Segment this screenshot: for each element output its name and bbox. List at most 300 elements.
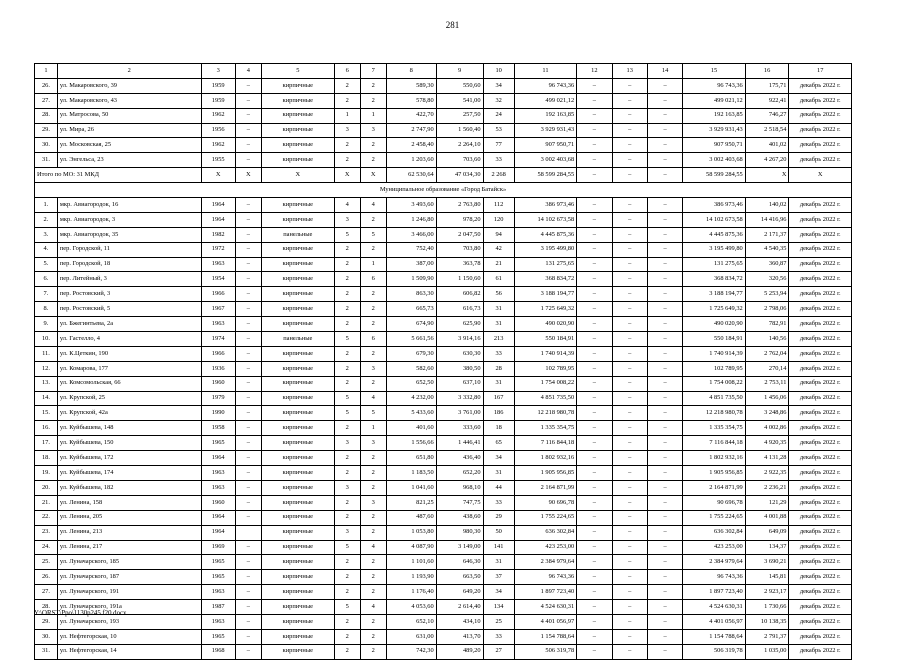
table-cell: 32 — [483, 93, 514, 108]
address-cell: ул. Гастелло, 4 — [57, 332, 201, 347]
value-cell: 12 218 980,78 — [514, 406, 576, 421]
value-cell: 646,30 — [436, 555, 483, 570]
table-cell: – — [577, 153, 612, 168]
address-cell: пер. Ростовский, 5 — [57, 302, 201, 317]
table-cell: – — [647, 168, 682, 183]
table-cell: 2 — [360, 614, 386, 629]
value-cell: 1 154 788,64 — [683, 629, 745, 644]
table-cell: X — [261, 168, 334, 183]
address-cell: ул. Куйбышева, 148 — [57, 421, 201, 436]
table-cell: 4. — [35, 242, 58, 257]
table-cell: 2 — [334, 153, 360, 168]
table-cell: кирпичные — [261, 466, 334, 481]
table-cell: 44 — [483, 480, 514, 495]
table-cell: – — [612, 242, 647, 257]
table-cell: – — [577, 317, 612, 332]
table-cell: 25. — [35, 555, 58, 570]
table-row — [35, 376, 852, 391]
table-cell: 2 — [360, 525, 386, 540]
value-cell: 490 020,90 — [514, 317, 576, 332]
table-cell: – — [235, 198, 261, 213]
address-cell: ул. Крупской, 25 — [57, 391, 201, 406]
value-cell: 1 897 723,40 — [514, 585, 576, 600]
table-cell: 10. — [35, 332, 58, 347]
value-cell: 4 002,86 — [745, 421, 789, 436]
table-cell: 1990 — [201, 406, 235, 421]
table-cell: 31 — [483, 555, 514, 570]
table-cell: декабрь 2022 г. — [789, 600, 852, 615]
table-cell: 2 — [334, 138, 360, 153]
table-cell: – — [235, 451, 261, 466]
table-cell: 29. — [35, 614, 58, 629]
value-cell: 4 267,20 — [745, 153, 789, 168]
table-cell: – — [235, 317, 261, 332]
column-number: 6 — [334, 64, 360, 79]
table-cell: 1964 — [201, 525, 235, 540]
table-cell: 2 — [334, 644, 360, 659]
value-cell: 4 087,90 — [386, 540, 436, 555]
table-cell: – — [235, 466, 261, 481]
table-cell: – — [577, 227, 612, 242]
table-cell: 2 — [334, 93, 360, 108]
value-cell: 47 034,30 — [436, 168, 483, 183]
table-cell: кирпичные — [261, 555, 334, 570]
table-cell: – — [577, 272, 612, 287]
table-cell: – — [612, 570, 647, 585]
table-cell: кирпичные — [261, 585, 334, 600]
value-cell: 2 164 871,99 — [514, 480, 576, 495]
table-cell: декабрь 2022 г. — [789, 346, 852, 361]
table-cell: 2 — [360, 480, 386, 495]
table-cell: 12. — [35, 361, 58, 376]
table-cell: – — [647, 644, 682, 659]
table-cell: – — [647, 198, 682, 213]
table-cell: кирпичные — [261, 346, 334, 361]
table-cell: 2 — [360, 585, 386, 600]
table-cell: 17. — [35, 436, 58, 451]
table-cell: декабрь 2022 г. — [789, 466, 852, 481]
address-cell: ул. Луначарского, 187 — [57, 570, 201, 585]
table-cell: панельные — [261, 227, 334, 242]
value-cell: 616,73 — [436, 302, 483, 317]
table-cell: – — [647, 585, 682, 600]
value-cell: 1 802 932,16 — [683, 451, 745, 466]
page-number: 281 — [445, 20, 460, 30]
value-cell: 2 798,06 — [745, 302, 789, 317]
value-cell: 257,50 — [436, 108, 483, 123]
table-row — [35, 242, 852, 257]
table-cell: 5 — [334, 227, 360, 242]
table-cell: 24. — [35, 540, 58, 555]
table-cell: – — [612, 123, 647, 138]
table-cell: кирпичные — [261, 614, 334, 629]
table-cell: кирпичные — [261, 644, 334, 659]
table-cell: 1987 — [201, 600, 235, 615]
column-number: 8 — [386, 64, 436, 79]
table-cell: 1. — [35, 198, 58, 213]
section-row — [35, 183, 852, 198]
value-cell: 2 171,37 — [745, 227, 789, 242]
table-cell: – — [612, 257, 647, 272]
table-cell: – — [577, 466, 612, 481]
table-row — [35, 332, 852, 347]
table-cell: X — [201, 168, 235, 183]
table-cell: – — [235, 406, 261, 421]
table-cell: – — [612, 212, 647, 227]
table-cell: 1964 — [201, 212, 235, 227]
column-number: 1 — [35, 64, 58, 79]
table-row — [35, 585, 852, 600]
table-cell: – — [577, 644, 612, 659]
address-cell: пер. Городской, 11 — [57, 242, 201, 257]
table-cell: – — [647, 287, 682, 302]
table-cell: 33 — [483, 153, 514, 168]
value-cell: 703,60 — [436, 153, 483, 168]
value-cell: 631,00 — [386, 629, 436, 644]
value-cell: 102 789,95 — [683, 361, 745, 376]
value-cell: 1 905 956,85 — [514, 466, 576, 481]
table-cell: 29. — [35, 123, 58, 138]
value-cell: 413,70 — [436, 629, 483, 644]
column-number: 12 — [577, 64, 612, 79]
table-cell: 2 — [360, 510, 386, 525]
value-cell: 506 319,78 — [683, 644, 745, 659]
table-cell: – — [235, 212, 261, 227]
table-cell: – — [235, 138, 261, 153]
value-cell: 360,87 — [745, 257, 789, 272]
table-cell: – — [235, 123, 261, 138]
table-cell: 167 — [483, 391, 514, 406]
table-cell: 2 — [360, 376, 386, 391]
table-cell: 3 — [360, 361, 386, 376]
value-cell: 1 725 649,32 — [683, 302, 745, 317]
table-cell: – — [577, 629, 612, 644]
table-cell: панельные — [261, 332, 334, 347]
value-cell: 423 253,00 — [683, 540, 745, 555]
table-cell: – — [647, 436, 682, 451]
table-cell: 2 — [360, 153, 386, 168]
value-cell: 2 384 979,64 — [683, 555, 745, 570]
value-cell: 423 253,00 — [514, 540, 576, 555]
value-cell: 131 275,65 — [514, 257, 576, 272]
value-cell: 2 614,40 — [436, 600, 483, 615]
table-cell: – — [577, 168, 612, 183]
table-cell: 26. — [35, 78, 58, 93]
table-cell: 3 — [334, 525, 360, 540]
value-cell: 4 445 875,36 — [514, 227, 576, 242]
table-cell: 27 — [483, 644, 514, 659]
table-cell: 15. — [35, 406, 58, 421]
table-cell: – — [647, 391, 682, 406]
footer-file-path: Y:\ORST\Ppo\1130p245 f20.docx — [34, 610, 127, 617]
value-cell: 2 458,40 — [386, 138, 436, 153]
table-cell: – — [612, 302, 647, 317]
table-cell: декабрь 2022 г. — [789, 540, 852, 555]
value-cell: 386 973,46 — [514, 198, 576, 213]
value-cell: 636 302,84 — [683, 525, 745, 540]
table-row — [35, 570, 852, 585]
table-cell: кирпичные — [261, 317, 334, 332]
table-cell: 2 — [360, 78, 386, 93]
table-cell: кирпичные — [261, 510, 334, 525]
table-cell: 3 — [360, 123, 386, 138]
table-cell: 26. — [35, 570, 58, 585]
table-cell: – — [577, 346, 612, 361]
table-cell: 61 — [483, 272, 514, 287]
value-cell: 2 762,04 — [745, 346, 789, 361]
address-cell: ул. Энгельса, 23 — [57, 153, 201, 168]
table-cell: – — [577, 406, 612, 421]
column-number: 5 — [261, 64, 334, 79]
value-cell: 1 509,90 — [386, 272, 436, 287]
table-cell: – — [612, 317, 647, 332]
address-cell: ул. Луначарского, 191 — [57, 585, 201, 600]
table-cell: кирпичные — [261, 629, 334, 644]
table-cell: декабрь 2022 г. — [789, 198, 852, 213]
table-cell: декабрь 2022 г. — [789, 257, 852, 272]
total-row — [35, 168, 852, 183]
address-cell: мкр. Авиагородок, 35 — [57, 227, 201, 242]
table-cell: декабрь 2022 г. — [789, 570, 852, 585]
value-cell: 3 002 403,68 — [683, 153, 745, 168]
table-cell: 1982 — [201, 227, 235, 242]
value-cell: 4 401 056,97 — [514, 614, 576, 629]
value-cell: 978,20 — [436, 212, 483, 227]
value-cell: 3 466,00 — [386, 227, 436, 242]
table-cell: – — [647, 540, 682, 555]
table-cell: 2 — [334, 317, 360, 332]
table-cell: 42 — [483, 242, 514, 257]
table-cell: 2 268 — [483, 168, 514, 183]
value-cell: 746,27 — [745, 108, 789, 123]
table-cell: – — [577, 361, 612, 376]
table-cell: кирпичные — [261, 361, 334, 376]
value-cell: 3 002 403,68 — [514, 153, 576, 168]
table-cell: 5 — [360, 406, 386, 421]
table-cell: 2 — [334, 287, 360, 302]
table-cell: – — [577, 436, 612, 451]
value-cell: 649,20 — [436, 585, 483, 600]
table-cell: 22. — [35, 510, 58, 525]
table-cell: – — [647, 600, 682, 615]
table-cell: – — [647, 332, 682, 347]
table-row — [35, 406, 852, 421]
table-cell: декабрь 2022 г. — [789, 525, 852, 540]
table-cell: – — [577, 108, 612, 123]
table-cell: 30. — [35, 138, 58, 153]
table-cell: 2 — [334, 302, 360, 317]
table-cell: – — [235, 153, 261, 168]
table-cell: – — [612, 614, 647, 629]
table-cell: 94 — [483, 227, 514, 242]
table-cell: 141 — [483, 540, 514, 555]
table-row — [35, 346, 852, 361]
table-cell: 31. — [35, 644, 58, 659]
table-row — [35, 600, 852, 615]
value-cell: 752,40 — [386, 242, 436, 257]
table-cell: – — [647, 451, 682, 466]
table-cell: – — [577, 212, 612, 227]
table-cell: 3. — [35, 227, 58, 242]
table-cell: 56 — [483, 287, 514, 302]
table-row — [35, 108, 852, 123]
table-row — [35, 227, 852, 242]
table-cell: декабрь 2022 г. — [789, 272, 852, 287]
table-cell: – — [235, 570, 261, 585]
table-cell: – — [577, 391, 612, 406]
value-cell: 363,78 — [436, 257, 483, 272]
table-cell: 3 — [334, 436, 360, 451]
table-cell: 2 — [334, 585, 360, 600]
value-cell: 436,40 — [436, 451, 483, 466]
address-cell: ул. Ленина, 213 — [57, 525, 201, 540]
table-cell: – — [235, 242, 261, 257]
column-number: 16 — [745, 64, 789, 79]
value-cell: 649,09 — [745, 525, 789, 540]
table-row — [35, 644, 852, 659]
value-cell: 652,20 — [436, 466, 483, 481]
table-cell: 1963 — [201, 466, 235, 481]
value-cell: X — [745, 168, 789, 183]
value-cell: 7 116 844,18 — [514, 436, 576, 451]
table-cell: кирпичные — [261, 108, 334, 123]
table-cell: X — [360, 168, 386, 183]
value-cell: 703,80 — [436, 242, 483, 257]
table-cell: 1962 — [201, 108, 235, 123]
value-cell: 14 416,96 — [745, 212, 789, 227]
value-cell: 96 743,36 — [514, 570, 576, 585]
table-cell: 50 — [483, 525, 514, 540]
table-cell: – — [235, 302, 261, 317]
table-cell: декабрь 2022 г. — [789, 361, 852, 376]
value-cell: 665,73 — [386, 302, 436, 317]
table-cell: 2 — [334, 376, 360, 391]
table-cell: 2 — [360, 644, 386, 659]
table-cell: 5 — [334, 406, 360, 421]
value-cell: 3 914,16 — [436, 332, 483, 347]
value-cell: 1 101,60 — [386, 555, 436, 570]
table-row — [35, 421, 852, 436]
table-cell: – — [577, 555, 612, 570]
value-cell: 1 446,41 — [436, 436, 483, 451]
table-cell: – — [235, 346, 261, 361]
table-row — [35, 436, 852, 451]
table-cell: – — [647, 123, 682, 138]
table-row — [35, 78, 852, 93]
value-cell: 5 661,56 — [386, 332, 436, 347]
table-cell: декабрь 2022 г. — [789, 317, 852, 332]
value-cell: 1 035,00 — [745, 644, 789, 659]
table-cell: 1974 — [201, 332, 235, 347]
table-cell: – — [235, 332, 261, 347]
column-number: 2 — [57, 64, 201, 79]
table-cell: 21. — [35, 495, 58, 510]
table-cell: 1972 — [201, 242, 235, 257]
value-cell: 2 923,17 — [745, 585, 789, 600]
table-cell: – — [612, 555, 647, 570]
value-cell: 1 754 008,22 — [514, 376, 576, 391]
value-cell: 333,60 — [436, 421, 483, 436]
column-number: 7 — [360, 64, 386, 79]
table-cell: 27. — [35, 585, 58, 600]
value-cell: 606,82 — [436, 287, 483, 302]
value-cell: 1 456,06 — [745, 391, 789, 406]
value-cell: 14 102 673,58 — [514, 212, 576, 227]
address-cell: пер. Городской, 18 — [57, 257, 201, 272]
address-cell: ул. Куйбышева, 182 — [57, 480, 201, 495]
value-cell: 1 754 008,22 — [683, 376, 745, 391]
value-cell: 821,25 — [386, 495, 436, 510]
table-cell: кирпичные — [261, 540, 334, 555]
table-cell: 2 — [360, 302, 386, 317]
table-cell: декабрь 2022 г. — [789, 108, 852, 123]
table-cell: декабрь 2022 г. — [789, 287, 852, 302]
table-cell: – — [235, 510, 261, 525]
value-cell: 102 789,95 — [514, 361, 576, 376]
table-cell: 1967 — [201, 302, 235, 317]
column-number-row — [35, 64, 852, 79]
table-cell: – — [235, 376, 261, 391]
address-cell: ул. Макаровского, 39 — [57, 78, 201, 93]
table-cell: декабрь 2022 г. — [789, 153, 852, 168]
table-cell: 23. — [35, 525, 58, 540]
table-cell: – — [577, 510, 612, 525]
table-cell: 9. — [35, 317, 58, 332]
value-cell: 968,10 — [436, 480, 483, 495]
table-cell: – — [612, 421, 647, 436]
table-cell: 1936 — [201, 361, 235, 376]
table-cell: – — [235, 614, 261, 629]
table-cell: 2. — [35, 212, 58, 227]
table-cell: – — [235, 391, 261, 406]
table-cell: 134 — [483, 600, 514, 615]
table-cell: 1963 — [201, 614, 235, 629]
table-cell: кирпичные — [261, 421, 334, 436]
table-cell: – — [612, 629, 647, 644]
table-cell: 5 — [334, 332, 360, 347]
table-cell: – — [235, 585, 261, 600]
table-cell: 2 — [334, 451, 360, 466]
table-cell: 31 — [483, 317, 514, 332]
table-row — [35, 510, 852, 525]
table-cell: – — [235, 257, 261, 272]
value-cell: 541,00 — [436, 93, 483, 108]
table-cell: 6. — [35, 272, 58, 287]
address-cell: ул. Луначарского, 193 — [57, 614, 201, 629]
table-cell: – — [647, 108, 682, 123]
table-cell: 2 — [360, 138, 386, 153]
table-cell: 2 — [334, 361, 360, 376]
table-cell: 1954 — [201, 272, 235, 287]
table-cell: – — [235, 272, 261, 287]
column-number: 9 — [436, 64, 483, 79]
value-cell: 589,30 — [386, 78, 436, 93]
table-cell: 18 — [483, 421, 514, 436]
table-cell: 1965 — [201, 555, 235, 570]
table-cell: 33 — [483, 346, 514, 361]
table-cell: 21 — [483, 257, 514, 272]
table-cell: 1963 — [201, 317, 235, 332]
value-cell: 3 188 194,77 — [514, 287, 576, 302]
value-cell: 489,20 — [436, 644, 483, 659]
address-cell: ул. К.Цеткин, 190 — [57, 346, 201, 361]
address-cell: ул. Комсомольская, 66 — [57, 376, 201, 391]
table-cell: 2 — [360, 93, 386, 108]
value-cell: 980,30 — [436, 525, 483, 540]
table-cell: – — [647, 317, 682, 332]
table-cell: 2 — [334, 421, 360, 436]
table-cell: – — [612, 525, 647, 540]
